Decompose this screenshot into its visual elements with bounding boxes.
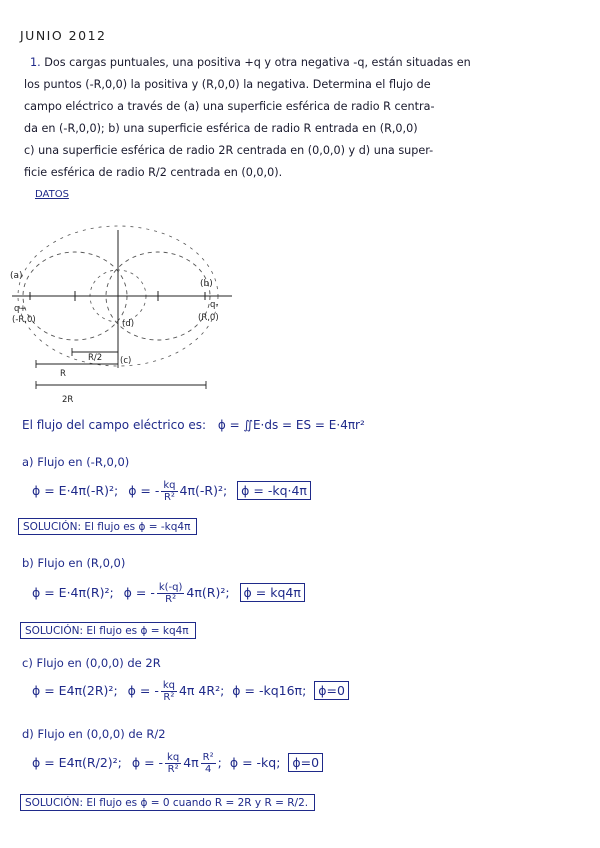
part-a-fraction: $\frac{kq}{\text{R²}}$	[163, 480, 176, 503]
label-b: (b)	[200, 279, 213, 289]
part-b-fraction: $\frac{k(-q)}{\text{R²}}$	[158, 582, 183, 605]
label-q-neg: q-	[210, 300, 219, 310]
label-q-pos: q+	[14, 304, 27, 314]
final-solution: SOLUCIÓN: El flujo es ϕ = 0 cuando R = 2R y R = R/2.	[20, 794, 315, 811]
problem-line-3: campo eléctrico a través de (a) una superficie esférica de radio R centra-	[24, 100, 435, 113]
part-a-result: ϕ = -kq·4π	[237, 481, 311, 500]
part-d-fraction-2: $\frac{\text{R²}}{4}$	[202, 752, 214, 775]
part-d-eq2-mid: 4π	[183, 755, 199, 770]
page-title: JUNIO 2012	[20, 28, 107, 43]
problem-number: 1.	[30, 56, 41, 69]
part-d-result: ϕ=0	[288, 753, 323, 772]
part-a-heading: a) Flujo en (-R,0,0)	[22, 455, 130, 469]
problem-line-1	[30, 56, 471, 69]
datos-label: DATOS	[35, 189, 69, 200]
part-d-eq1: ϕ = E4π(R/2)²;	[32, 755, 122, 770]
part-a-eq2-pre: ϕ = -	[128, 483, 160, 498]
part-b-eq1: ϕ = E·4π(R)²;	[32, 585, 114, 600]
problem-line-2: los puntos (-R,0,0) la positiva y (R,0,0) la negativa. Determina el flujo de	[24, 78, 431, 91]
label-R: R	[60, 369, 66, 379]
label-d: (d)	[122, 319, 135, 329]
problem-line-5: c) una superficie esférica de radio 2R centrada en (0,0,0) y d) una super-	[24, 144, 434, 157]
part-b-eq2-pre: ϕ = -	[123, 585, 155, 600]
problem-line-6: ficie esférica de radio R/2 centrada en (0,0,0).	[24, 166, 283, 179]
label-pos-R: (R,0)	[198, 313, 219, 323]
flux-intro: El flujo del campo eléctrico es:	[22, 418, 207, 432]
part-c-heading: c) Flujo en (0,0,0) de 2R	[22, 656, 161, 670]
part-d-eq3: ϕ = -kq;	[229, 755, 281, 770]
part-b-eq2-post: 4π(R)²;	[186, 585, 230, 600]
part-b-solution: SOLUCIÓN: El flujo es ϕ = kq4π	[20, 622, 196, 639]
label-c: (c)	[120, 356, 132, 366]
part-a-solution: SOLUCIÓN: El flujo es ϕ = -kq4π	[18, 518, 197, 535]
label-a: (a)	[10, 271, 23, 281]
part-c-eq2-post: 4π 4R²;	[178, 683, 225, 698]
flux-formula: ϕ = ∬E·ds = ES = E·4πr²	[217, 418, 365, 432]
label-2R: 2R	[62, 395, 74, 405]
part-d-heading: d) Flujo en (0,0,0) de R/2	[22, 727, 166, 741]
problem-line-4: da en (-R,0,0); b) una superficie esférica de radio R entrada en (R,0,0)	[24, 122, 418, 135]
part-d-equation	[32, 752, 323, 775]
part-c-result: ϕ=0	[314, 681, 349, 700]
part-b-heading: b) Flujo en (R,0,0)	[22, 556, 126, 570]
label-r2: R/2	[88, 353, 103, 363]
part-d-fraction: $\frac{kq}{\text{R²}}$	[167, 752, 180, 775]
flux-intro-line	[22, 418, 365, 432]
part-d-eq2-post: ;	[217, 755, 222, 770]
part-a-eq2-post: 4π(-R)²;	[179, 483, 228, 498]
part-b-equation	[32, 582, 305, 605]
label-neg-R: (-R,0)	[12, 315, 36, 325]
part-c-equation	[32, 680, 349, 703]
problem-text-0: Dos cargas puntuales, una positiva +q y otra negativa -q, están situadas en	[44, 56, 471, 69]
part-d-eq2-pre: ϕ = -	[131, 755, 164, 770]
part-a-equation	[32, 480, 311, 503]
part-c-fraction: $\frac{kq}{\text{R²}}$	[162, 680, 175, 703]
part-c-eq3: ϕ = -kq16π;	[232, 683, 307, 698]
part-b-result: ϕ = kq4π	[240, 583, 305, 602]
part-c-eq2-pre: ϕ = -	[127, 683, 159, 698]
part-c-eq1: ϕ = E4π(2R)²;	[32, 683, 118, 698]
part-a-eq1: ϕ = E·4π(-R)²;	[32, 483, 119, 498]
charge-diagram	[0, 210, 260, 410]
